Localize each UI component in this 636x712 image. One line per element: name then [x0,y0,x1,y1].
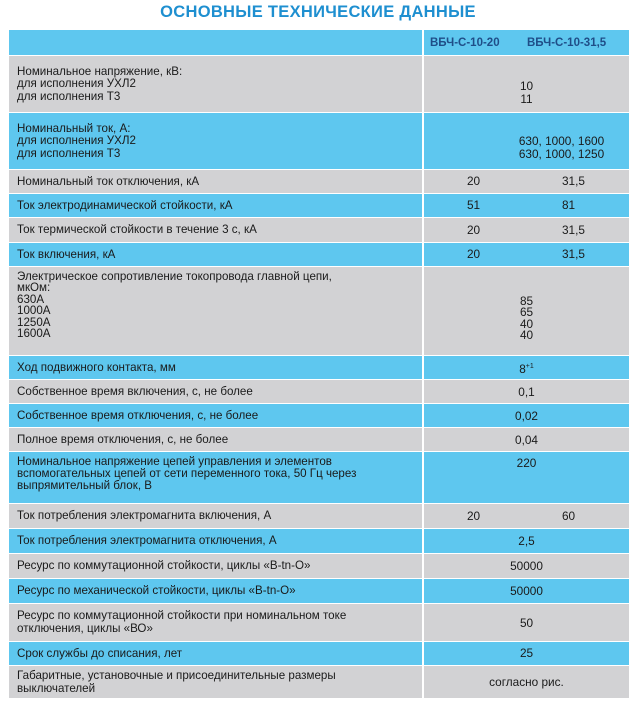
table-row [9,380,629,404]
row-label: Ресурс по коммутационной стойкости при номинальном токе отключения, циклы «ВО» [9,604,424,641]
table-row [9,642,629,666]
value-col1: 20 [467,247,481,261]
value-merged: 0,04 [515,433,538,447]
row-value [424,604,629,641]
row-label: Ток включения, кА [9,243,424,266]
row-value [424,579,629,603]
row-label: Ток потребления электромагнита включения, А [9,504,424,528]
page-title: ОСНОВНЫЕ ТЕХНИЧЕСКИЕ ДАННЫЕ [160,3,476,21]
row-value [424,170,629,193]
row-label: Ток электродинамической стойкости, кА [9,194,424,217]
row-value: 630, 1000, 1600 630, 1000, 1250 [518,134,605,161]
header-values-cell [424,30,629,55]
value-col2: 31,5 [562,247,585,261]
value-merged: 50000 [510,584,543,598]
table-row [9,452,629,504]
value-merged: 0,1 [518,385,535,399]
table-row [9,529,629,554]
row-value [424,504,629,528]
header-label-cell [9,30,424,55]
table-row [9,113,629,170]
value-merged: 220 [516,456,537,470]
row-label: Электрическое сопротивление токопровода главной цепи, мкОм: 630А 1000А 1250А 1600А [9,267,424,355]
table-row [9,604,629,642]
value-merged: 50000 [510,559,543,573]
row-value [424,529,629,553]
row-value [424,194,629,217]
row-label: Номинальный ток отключения, кА [9,170,424,193]
row-label: Ресурс по коммутационной стойкости, циклы «B-tn-O» [9,554,424,578]
table-row [9,404,629,428]
value-merged: 25 [519,646,534,660]
row-value [424,666,629,698]
value-col1: 20 [467,509,481,523]
row-value [424,428,629,451]
row-label: Ток потребления электромагнита отключения, А [9,529,424,553]
row-value [424,404,629,427]
value-col2: 81 [562,198,576,212]
table-row [9,579,629,604]
value-col1: 51 [467,198,481,212]
table-row [9,194,629,218]
value-col2: 60 [562,509,576,523]
value-col1: 20 [467,223,481,237]
row-value [424,380,629,403]
table-header-row [9,30,629,56]
value-col2: 31,5 [562,223,585,237]
column-header-vbch-20: ВБЧ-С-10-20 [430,37,500,49]
table-row [9,170,629,194]
row-label: Полное время отключения, с, не более [9,428,424,451]
row-label: Собственное время включения, с, не более [9,380,424,403]
value-col2: 31,5 [562,174,585,188]
table-row [9,554,629,579]
table-row [9,243,629,267]
row-label: Ресурс по механической стойкости, циклы «B-tn-O» [9,579,424,603]
table-row [9,356,629,380]
table-row [9,504,629,529]
table-row [9,267,629,356]
row-label: Номинальное напряжение, кВ: для исполнения УХЛ2 для исполнения Т3 [9,56,424,112]
column-header-vbch-31-5: ВБЧ-С-10-31,5 [527,37,607,49]
row-value [424,642,629,665]
row-value [424,356,629,379]
specs-table [9,30,629,699]
row-label: Ход подвижного контакта, мм [9,356,424,379]
row-value: 10 11 [519,79,534,106]
table-row [9,666,629,699]
row-label: Габаритные, установочные и присоединительные размеры выключателей [9,666,424,698]
row-label: Ток термической стойкости в течение 3 с, кА [9,218,424,242]
row-label: Номинальное напряжение цепей управления и элементов вспомогательных цепей от сети переменного тока, 50 Гц через выпрямительный блок, В [9,452,424,503]
table-row [9,428,629,452]
table-row [9,218,629,243]
row-value: 85 65 40 40 [519,294,534,343]
row-label: Номинальный ток, А: для исполнения УХЛ2 для исполнения Т3 [9,113,424,169]
value-merged: 50 [519,616,534,630]
row-value [424,452,629,503]
value-merged: 2,5 [518,534,535,548]
table-row [9,56,629,113]
value-merged: 8 [519,361,526,376]
value-merged: 0,02 [515,409,538,423]
value-merged: согласно рис. [489,675,564,689]
row-label: Срок службы до списания, лет [9,642,424,665]
row-value [424,218,629,242]
row-label: Собственное время отключения, с, не более [9,404,424,427]
row-value [424,243,629,266]
value-col1: 20 [467,174,481,188]
row-value [424,554,629,578]
tolerance-superscript: +1 [525,363,534,370]
